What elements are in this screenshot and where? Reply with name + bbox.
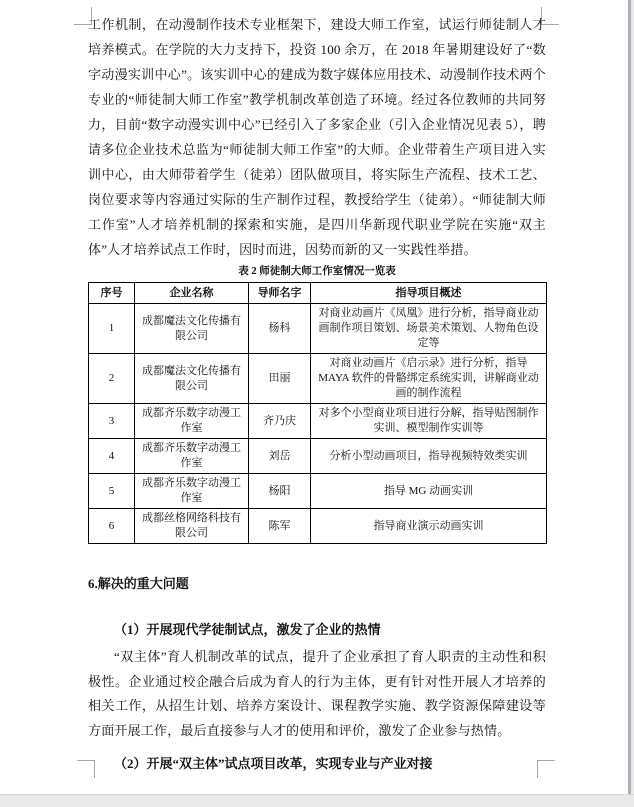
cell-company: 成都魔法文化传播有限公司 (135, 354, 249, 404)
col-header-company: 企业名称 (135, 283, 249, 304)
page-text-area (88, 12, 546, 776)
table-header-row (89, 283, 547, 304)
section-heading-6: 6.解决的重大问题 (88, 576, 189, 591)
table-row (89, 474, 547, 509)
table-row (89, 404, 547, 439)
table-row (89, 304, 547, 354)
cell-project: 对多个小型商业项目进行分解，指导贴图制作实训、模型制作实训等 (311, 404, 547, 439)
cell-project: 分析小型动画项目，指导视频特效类实训 (311, 439, 547, 474)
subsection-heading-1: （1）开展现代学徒制试点，激发了企业的热情 (114, 622, 381, 637)
cell-no: 4 (89, 439, 135, 474)
cell-company: 成都齐乐数字动漫工作室 (135, 439, 249, 474)
cell-project: 指导商业演示动画实训 (311, 509, 547, 544)
intro-paragraph: 工作机制，在动漫制作技术专业框架下，建设大师工作室，试运行师徒制人才培养模式。在学院的大力支持下，投资 100 余万，在 2018 年暑期建设好了“数字动漫实训中心”。该实训中心的建成为数字媒体应用技术、动漫制作技术两个专业的“师徒制大师工作室”教学机制改革创造了环境。经过各位教师的共同努力，目前“数字动漫实训中心”已经引入了多家企业（引入企业情况见表 5），聘请多位企业技术总监为“师徒制大师工作室”的大师。企业带着生产项目进入实训中心，由大师带着学生（徒弟）团队做项目，将实际生产流程、技术工艺、岗位要求等内容通过实际的生产制作过程，教授给学生（徒弟）。“师徒制大师工作室”人才培养机制的探索和实施，是四川华新现代职业学院在实施“双主体”人才培养试点工作时，因时而进，因势而新的又一实践性举措。 (88, 17, 546, 257)
page-bottom-gap (0, 794, 634, 807)
cell-project: 对商业动画片《凤凰》进行分析，指导商业动画制作项目策划、场景美术策划、人物角色设定等 (311, 304, 547, 354)
table-caption: 表 2 师徒制大师工作室情况一览表 (238, 266, 396, 277)
cell-company: 成都齐乐数字动漫工作室 (135, 404, 249, 439)
cell-company: 成都魔法文化传播有限公司 (135, 304, 249, 354)
subsection-heading-2: （2）开展“双主体”试点项目改革，实现专业与产业对接 (114, 756, 433, 771)
table-row (89, 509, 547, 544)
cell-no: 6 (89, 509, 135, 544)
subsection-1-paragraph: “双主体”育人机制改革的试点，提升了企业承担了育人职责的主动性和积极性。企业通过校企融合后成为育人的行为主体，更有针对性开展人才培养的相关工作，从招生计划、培养方案设计、课程教学实施、教学资源保障建设等方面开展工作，最后直接参与人才的使用和评价，激发了企业参与热情。 (88, 649, 546, 738)
cell-no: 3 (89, 404, 135, 439)
cell-mentor: 陈军 (249, 509, 311, 544)
col-header-no: 序号 (89, 283, 135, 304)
master-studio-table (88, 282, 547, 544)
cell-mentor: 田丽 (249, 354, 311, 404)
cell-no: 5 (89, 474, 135, 509)
cell-project: 指导 MG 动画实训 (311, 474, 547, 509)
cell-mentor: 齐乃庆 (249, 404, 311, 439)
cell-mentor: 杨阳 (249, 474, 311, 509)
col-header-project: 指导项目概述 (311, 283, 547, 304)
cell-no: 2 (89, 354, 135, 404)
col-header-mentor: 导师名字 (249, 283, 311, 304)
cell-no: 1 (89, 304, 135, 354)
table-row (89, 439, 547, 474)
cell-project: 对商业动画片《启示录》进行分析，指导 MAYA 软件的骨骼绑定系统实训，讲解商业动画的制作流程 (311, 354, 547, 404)
cell-company: 成都齐乐数字动漫工作室 (135, 474, 249, 509)
cell-mentor: 杨科 (249, 304, 311, 354)
cell-mentor: 刘岳 (249, 439, 311, 474)
table-row (89, 354, 547, 404)
cell-company: 成都丝格网络科技有限公司 (135, 509, 249, 544)
